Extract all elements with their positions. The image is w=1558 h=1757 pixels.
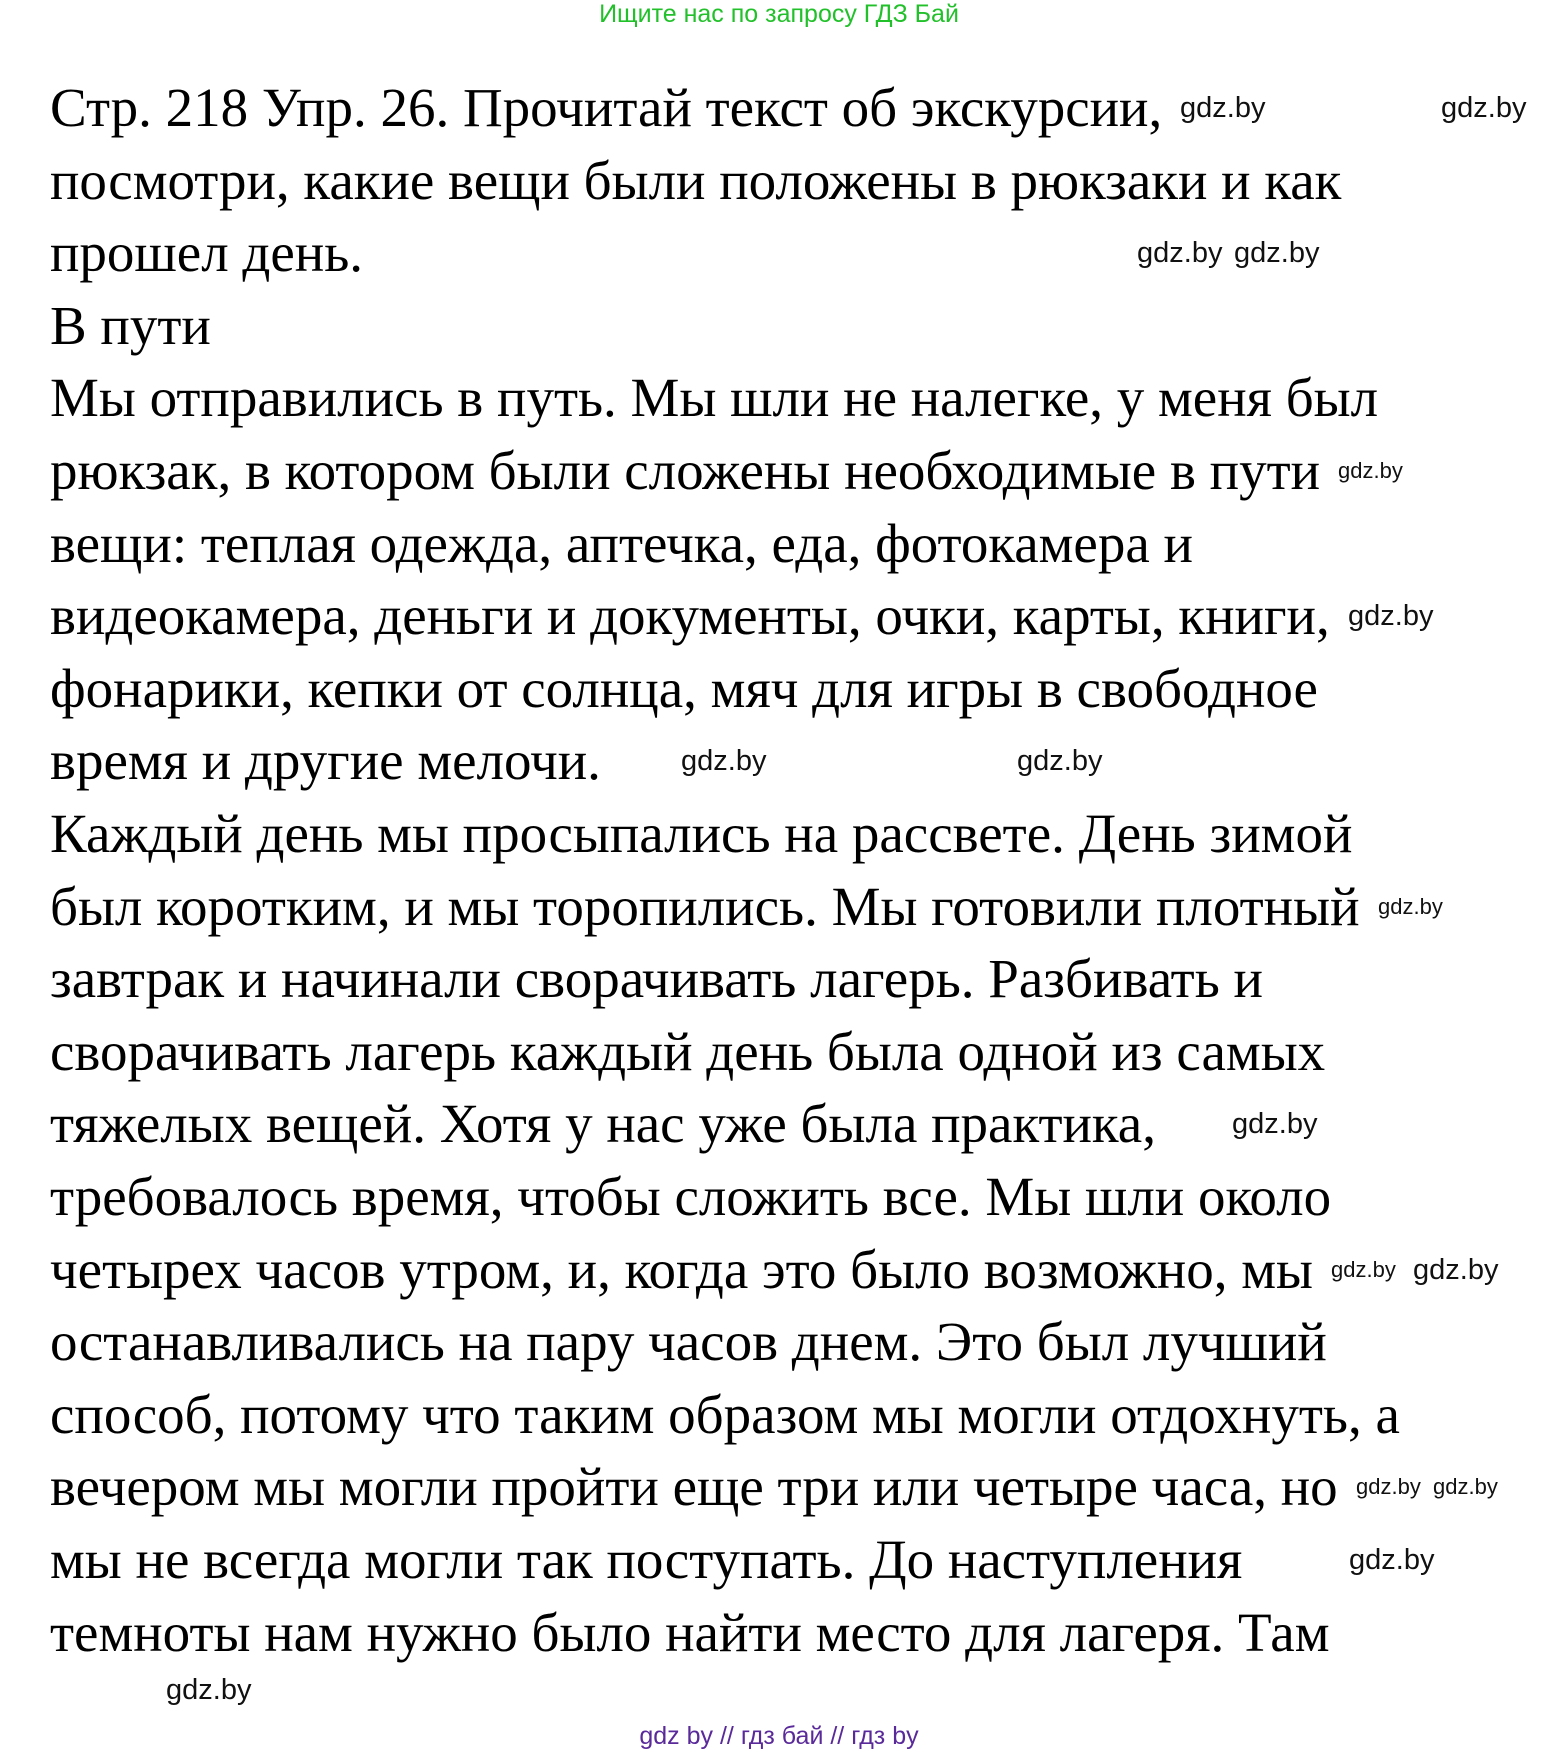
text-line: видеокамера, деньги и документы, очки, карты, книги, (50, 585, 1330, 647)
text-line: рюкзак, в котором были сложены необходимые в пути (50, 440, 1321, 501)
watermark: gdz.by (1017, 745, 1103, 778)
watermark: gdz.by (1137, 237, 1223, 270)
text-line: посмотри, какие вещи были положены в рюкзаки и как (50, 149, 1342, 211)
text-line: Каждый день мы просыпались на рассвете. День зимой (50, 803, 1353, 864)
watermark: gdz.by (1232, 1108, 1318, 1141)
watermark: gdz.by (1338, 458, 1403, 483)
text-line: вещи: теплая одежда, аптечка, еда, фотокамера и (50, 512, 1193, 574)
text-line: фонарики, кепки от солнца, мяч для игры в свободное (50, 657, 1318, 719)
watermark: gdz.by (166, 1674, 252, 1706)
watermark: gdz.by (1378, 893, 1443, 919)
watermark: gdz.by (1331, 1256, 1396, 1282)
section-heading: В пути (50, 294, 211, 356)
watermark: gdz.by (681, 745, 767, 778)
search-banner[interactable]: Ищите нас по запросу ГДЗ Бай (599, 0, 959, 28)
text-line: время и другие мелочи. (50, 730, 601, 792)
watermark: gdz.by (1348, 600, 1434, 633)
footer-banner[interactable]: gdz by // гдз бай // гдз by (639, 1722, 919, 1750)
watermark: gdz.by (1413, 1253, 1499, 1286)
text-line: сворачивать лагерь каждый день была одной из самых (50, 1020, 1326, 1082)
text-line: прошел день. (50, 222, 364, 284)
watermark: gdz.by (1180, 92, 1266, 124)
text-line: тяжелых вещей. Хотя у нас уже была практика, (50, 1093, 1156, 1155)
watermark: gdz.by (1349, 1544, 1435, 1576)
text-line: способ, потому что таким образом мы могли отдохнуть, а (50, 1383, 1400, 1445)
text-line: мы не всегда могли так поступать. До наступления (50, 1529, 1243, 1590)
exercise-title: Стр. 218 Упр. 26. Прочитай текст об экскурсии, (50, 77, 1163, 138)
watermark: gdz.by (1433, 1474, 1498, 1500)
text-line: четырех часов утром, и, когда это было возможно, мы (50, 1238, 1313, 1300)
watermark: gdz.by (1356, 1474, 1421, 1500)
watermark: gdz.by (1234, 237, 1320, 270)
text-line: требовалось время, чтобы сложить все. Мы шли около (50, 1166, 1332, 1227)
watermark: gdz.by (1441, 92, 1527, 124)
text-line: завтрак и начинали сворачивать лагерь. Разбивать и (50, 948, 1263, 1010)
text-line: останавливались на пару часов днем. Это был лучший (50, 1311, 1327, 1373)
text-line: был коротким, и мы торопились. Мы готовили плотный (50, 875, 1360, 937)
text-line: вечером мы могли пройти еще три или четыре часа, но (50, 1456, 1338, 1518)
text-line: темноты нам нужно было найти место для лагеря. Там (50, 1601, 1330, 1663)
text-line: Мы отправились в путь. Мы шли не налегке, у меня был (50, 367, 1379, 429)
